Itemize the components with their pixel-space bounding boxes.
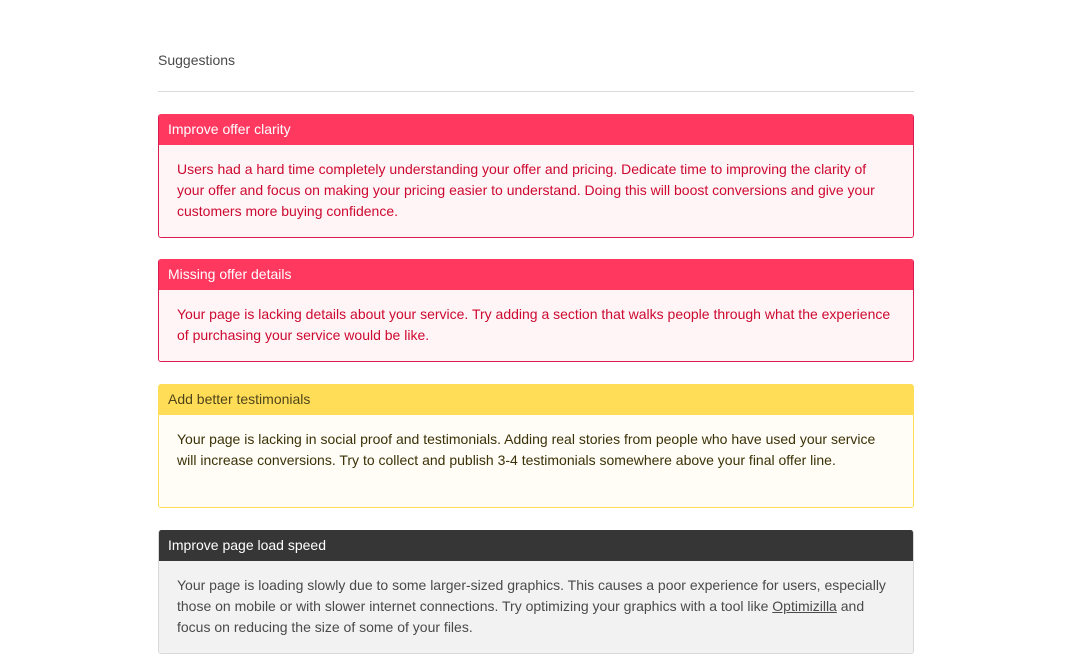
suggestion-title: Add better testimonials [158, 384, 914, 415]
suggestion-body: Your page is lacking in social proof and testimonials. Adding real stories from people who have used your service will increase conversions. Try to collect and publish 3-4 testimonials somewhere above your final offer line. [159, 415, 913, 508]
suggestion-card-load-speed [158, 530, 914, 654]
optimizilla-link[interactable]: Optimizilla [772, 598, 837, 614]
suggestion-title: Improve offer clarity [158, 114, 914, 145]
suggestion-body-text: and focus on reducing the size of some of your files. [177, 598, 865, 635]
suggestion-body: Your page is lacking details about your service. Try adding a section that walks people through what the experience of purchasing your service would be like. [159, 290, 913, 362]
suggestion-body [159, 561, 913, 654]
suggestion-body-text: Your page is loading slowly due to some larger-sized graphics. This causes a poor experience for users, especially those on mobile or with slower internet connections. Try optimizing your graphics with a tool like [177, 577, 886, 614]
suggestion-card-offer-clarity [158, 114, 914, 238]
suggestion-card-offer-details [158, 259, 914, 362]
section-title: Suggestions [158, 52, 236, 68]
suggestion-title: Improve page load speed [158, 530, 914, 561]
suggestion-body: Users had a hard time completely understanding your offer and pricing. Dedicate time to improving the clarity of your offer and focus on making your pricing easier to understand. Doing this will boost conversions and give your customers more buying confidence. [159, 145, 913, 238]
suggestion-card-testimonials [158, 384, 914, 508]
suggestion-title: Missing offer details [158, 259, 914, 290]
divider [158, 91, 914, 92]
